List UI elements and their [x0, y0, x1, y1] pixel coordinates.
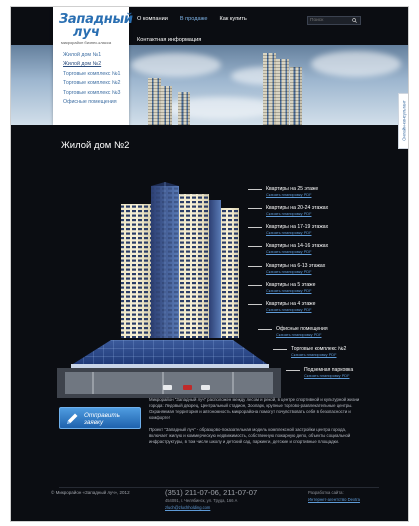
- page-title: Жилой дом №2: [61, 140, 130, 151]
- sidebar-menu: [63, 51, 125, 107]
- floor-name[interactable]: Торговые комплекс №2: [291, 346, 347, 352]
- download-pdf-link[interactable]: Скачать планировку PDF: [266, 269, 312, 274]
- logo-tagline: микрорайон бизнес-класса: [61, 40, 112, 45]
- podium-illustration[interactable]: [53, 332, 285, 402]
- floor-name[interactable]: Квартиры на 5 этаже: [266, 282, 316, 288]
- building-photo: [263, 53, 276, 125]
- description: [149, 397, 364, 451]
- floor-label: [266, 243, 376, 254]
- main-nav: [137, 16, 259, 23]
- email-link[interactable]: zluch@zluchholding.com: [165, 505, 211, 510]
- logo-line1: Западный: [59, 12, 133, 27]
- nav-for-sale[interactable]: В продаже: [179, 16, 208, 22]
- floor-name[interactable]: Квартиры на 4 этаже: [266, 301, 316, 307]
- floor-label: [291, 346, 401, 357]
- download-pdf-link[interactable]: Скачать планировку PDF: [266, 307, 312, 312]
- floor-label: [266, 224, 376, 235]
- building-photo: [276, 59, 289, 125]
- nav-contacts[interactable]: Контактная информация: [137, 37, 202, 43]
- sidebar-item-mall-1[interactable]: Торговые комплекс №1: [63, 70, 121, 77]
- floor-label: [266, 301, 376, 312]
- download-pdf-link[interactable]: Скачать планировку PDF: [276, 332, 322, 337]
- copyright: © Микрорайон «Западный луч», 2012: [51, 490, 130, 495]
- floor-name[interactable]: Квартиры на 17-19 этажах: [266, 224, 329, 230]
- logo[interactable]: [59, 12, 133, 49]
- floor-name[interactable]: Квартиры на 20-24 этажах: [266, 205, 329, 211]
- request-button-line1: Отправить: [84, 412, 120, 419]
- floor-name[interactable]: Офисные помещения: [276, 326, 328, 332]
- download-pdf-link[interactable]: Скачать планировку PDF: [304, 373, 350, 378]
- download-pdf-link[interactable]: Скачать планировку PDF: [266, 230, 312, 235]
- search-box: [307, 16, 361, 25]
- description-paragraph: Микрорайон "Западный луч" расположен между лесом и рекой, в центре спортивной и культурной жизни города: Ледовый дворец, Центральный стадион, Зоопарк, крупные торгово-развлекательные центры. Охраняемая территория и автономность микрорайона помогут почувствовать себя в безопасности и комфорте!: [149, 397, 360, 420]
- floor-name[interactable]: Квартиры на 14-16 этажах: [266, 243, 329, 249]
- sidebar-item-offices[interactable]: Офисные помещения: [63, 99, 117, 106]
- download-pdf-link[interactable]: Скачать планировку PDF: [266, 211, 312, 216]
- online-consultant-tab[interactable]: [398, 93, 408, 149]
- download-pdf-link[interactable]: Скачать планировку PDF: [266, 249, 312, 254]
- floor-label: [304, 367, 409, 378]
- logo-line2: луч: [73, 25, 100, 40]
- developer-label: Разработка сайта:: [308, 490, 344, 495]
- page: [10, 6, 409, 522]
- address: 454091, г. Челябинск, ул. Труда, 166 А: [165, 498, 238, 503]
- phone: (351) 211-07-06, 211-07-07: [165, 488, 258, 497]
- request-button-line2: заявку: [84, 419, 104, 426]
- building-photo: [290, 67, 302, 125]
- nav-about[interactable]: О компании: [137, 16, 168, 22]
- logo-panel: [53, 7, 133, 125]
- pen-icon: [65, 412, 79, 426]
- sidebar-item-house-1[interactable]: Жилой дом №1: [63, 52, 102, 58]
- send-request-button[interactable]: [59, 407, 141, 429]
- sidebar-item-house-2[interactable]: Жилой дом №2: [63, 61, 102, 68]
- download-pdf-link[interactable]: Скачать планировку PDF: [291, 352, 337, 357]
- tower-illustration[interactable]: [119, 182, 243, 340]
- download-pdf-link[interactable]: Скачать планировку PDF: [266, 288, 312, 293]
- search-icon[interactable]: [352, 18, 357, 23]
- floor-label: [266, 205, 376, 216]
- building-photo: [161, 86, 172, 125]
- search-input[interactable]: [310, 17, 350, 24]
- description-paragraph: Проект "Западный луч" - образцово-показательная модель комплексной застройки центра города, включает жилую и коммерческую недвижимость, собственную пожарную депо, объекты социальной инфраструктуры, в том числе школу и детский сад, паркинги, детские и спортивные площадки.: [149, 427, 351, 444]
- nav-how-to-buy[interactable]: Как купить: [219, 16, 247, 22]
- sidebar-item-mall-2[interactable]: Торговые комплекс №2: [63, 80, 121, 87]
- floor-label: [266, 263, 376, 274]
- floor-name[interactable]: Квартиры на 25 этаже: [266, 186, 319, 192]
- download-pdf-link[interactable]: Скачать планировку PDF: [266, 192, 312, 197]
- building-photo: [178, 92, 190, 125]
- floor-label: [266, 282, 376, 293]
- floor-name[interactable]: Подземная парковка: [304, 367, 354, 373]
- online-consultant-label: Онлайн-консультант: [401, 100, 407, 141]
- main-nav-row2: [137, 28, 201, 46]
- floor-label: [266, 186, 376, 197]
- floor-name[interactable]: Квартиры на 6-13 этажах: [266, 263, 326, 269]
- sidebar-item-mall-3[interactable]: Торговые комплекс №3: [63, 89, 121, 96]
- floor-label: [276, 326, 386, 337]
- developer-link[interactable]: Интернет-агентство Dextra: [308, 497, 360, 502]
- building-photo: [148, 78, 161, 125]
